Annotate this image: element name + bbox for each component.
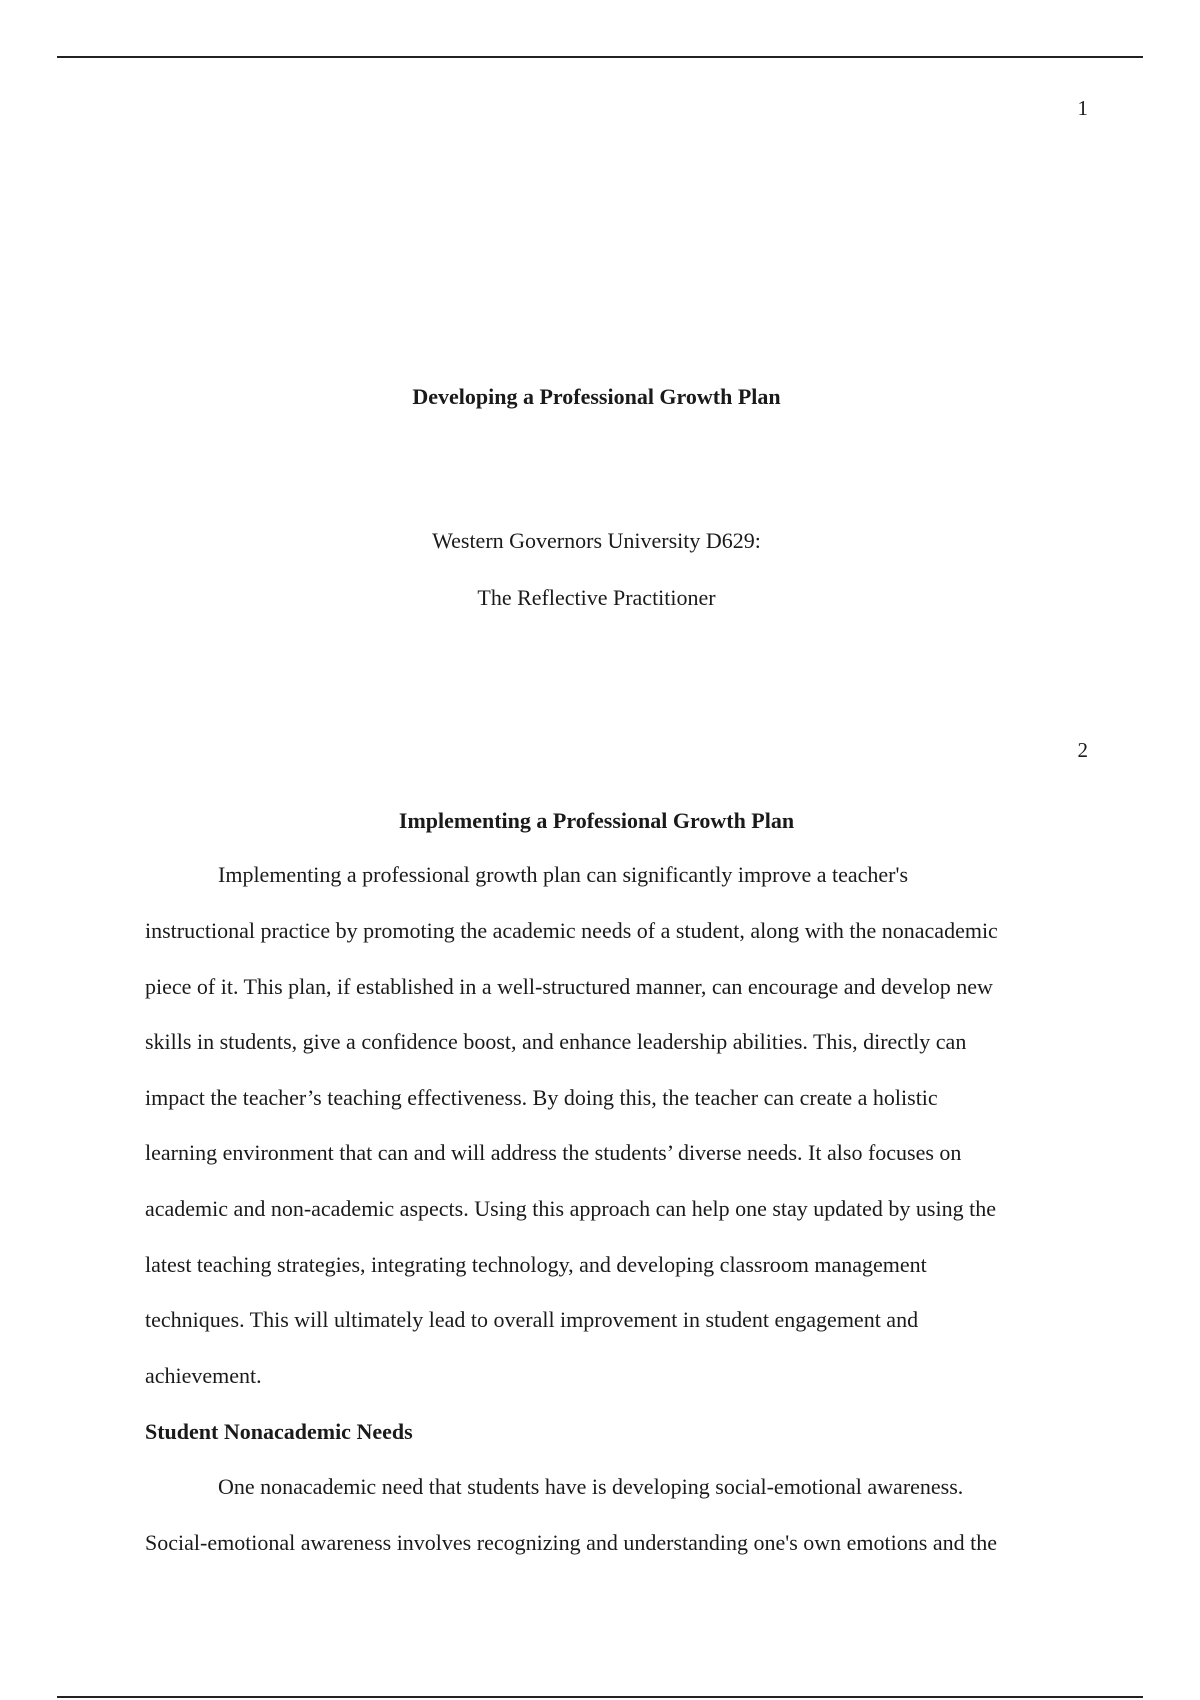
paragraph-1-line: instructional practice by promoting the academic needs of a student, along with the nonacademic — [145, 918, 998, 943]
paragraph-1-line: techniques. This will ultimately lead to overall improvement in student engagement and — [145, 1307, 919, 1332]
paragraph-2-line: One nonacademic need that students have is developing social-emotional awareness. — [218, 1474, 964, 1499]
page-number-1: 1 — [1077, 96, 1088, 120]
paragraph-1-line: Implementing a professional growth plan can significantly improve a teacher's — [218, 862, 909, 887]
page-number-2: 2 — [1077, 738, 1088, 762]
paragraph-1-line: piece of it. This plan, if established in a well-structured manner, can encourage and develop new — [145, 974, 993, 999]
course-line: The Reflective Practitioner — [477, 585, 716, 610]
paragraph-1-line: academic and non-academic aspects. Using this approach can help one stay updated by using the — [145, 1196, 996, 1221]
paragraph-1-line: achievement. — [145, 1363, 262, 1388]
document-title: Developing a Professional Growth Plan — [412, 384, 781, 409]
page-bottom-border — [57, 1696, 1143, 1698]
paragraph-1-line: impact the teacher’s teaching effectiveness. By doing this, the teacher can create a holistic — [145, 1085, 938, 1110]
paragraph-1-line: latest teaching strategies, integrating technology, and developing classroom management — [145, 1252, 927, 1277]
paragraph-2-line: Social-emotional awareness involves recognizing and understanding one's own emotions and the — [145, 1530, 997, 1555]
paragraph-1-line: learning environment that can and will address the students’ diverse needs. It also focuses on — [145, 1140, 962, 1165]
section-title: Implementing a Professional Growth Plan — [398, 808, 795, 833]
subheading-nonacademic-needs: Student Nonacademic Needs — [145, 1419, 413, 1444]
paragraph-1-line: skills in students, give a confidence boost, and enhance leadership abilities. This, directly can — [145, 1029, 967, 1054]
page-top-border — [57, 56, 1143, 58]
institution-line: Western Governors University D629: — [432, 528, 761, 553]
